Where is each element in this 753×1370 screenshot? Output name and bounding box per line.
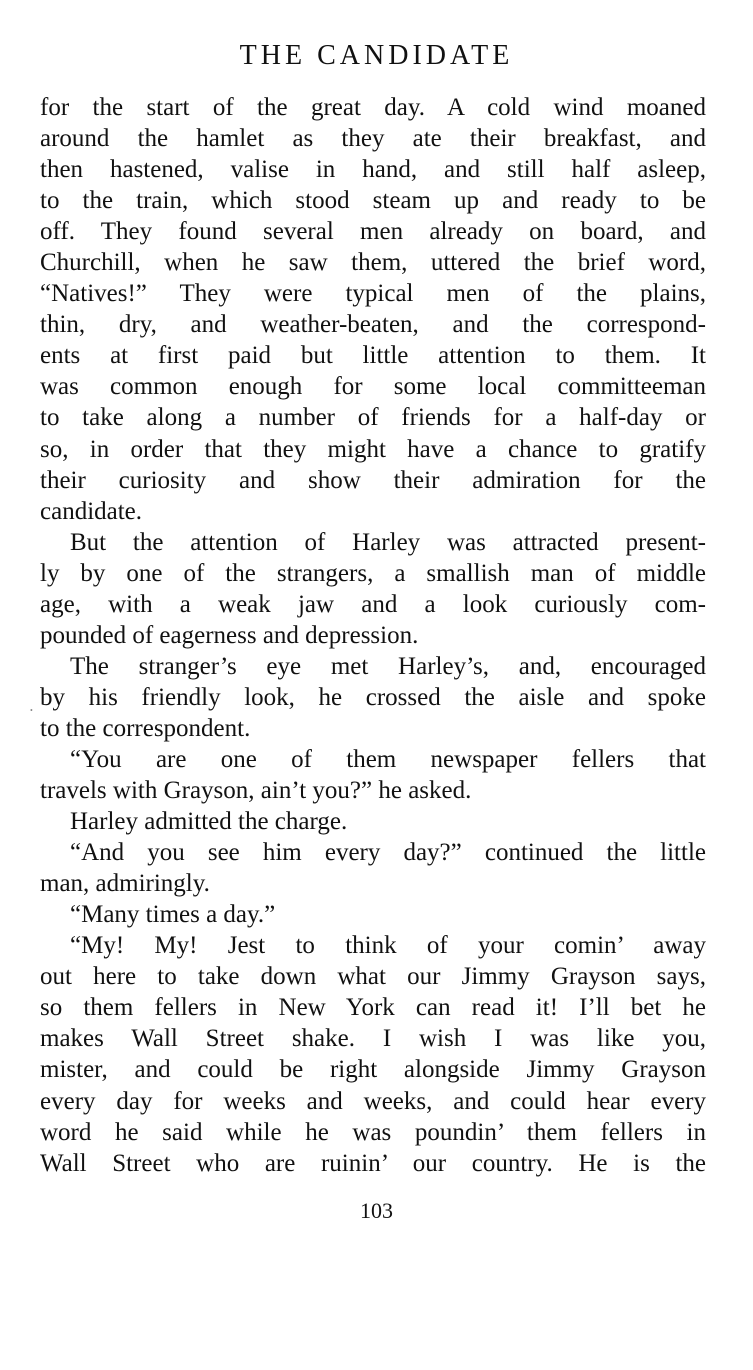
text-line: “Many times a day.” <box>70 901 276 929</box>
text-line: so them fellers in New York can read it! I’ll bet he <box>40 994 706 1022</box>
text-line: travels with Grayson, ain’t you?” he asked. <box>40 777 472 805</box>
stray-ink-mark: • <box>30 706 33 715</box>
text-line: Harley admitted the charge. <box>70 808 348 836</box>
text-line: “My! My! Jest to think of your comin’ away <box>70 932 706 960</box>
text-line: The stranger’s eye met Harley’s, and, encouraged <box>70 652 706 680</box>
text-line: around the hamlet as they ate their breakfast, and <box>40 125 706 153</box>
running-head: THE CANDIDATE <box>239 40 514 71</box>
text-line: for the start of the great day. A cold wind moaned <box>40 94 706 121</box>
text-line: Churchill, when he saw them, uttered the brief word, <box>40 249 706 277</box>
text-line: off. They found several men already on board, and <box>40 218 706 246</box>
text-line: to the train, which stood steam up and ready to be <box>40 187 706 215</box>
text-line: pounded of eagerness and depression. <box>40 621 419 649</box>
page-number: 103 <box>360 1198 393 1223</box>
text-line: their curiosity and show their admiration for the <box>40 466 706 494</box>
text-line: by his friendly look, he crossed the aisle and spoke <box>40 683 706 711</box>
text-line: “Natives!” They were typical men of the plains, <box>40 280 706 308</box>
text-line: was common enough for some local committeeman <box>40 373 706 401</box>
text-line: to take along a number of friends for a half-day or <box>40 404 706 432</box>
text-line: word he said while he was poundin’ them fellers in <box>40 1118 706 1146</box>
text-line: to the correspondent. <box>40 714 251 742</box>
text-line: age, with a weak jaw and a look curiously com- <box>40 590 706 618</box>
text-line: out here to take down what our Jimmy Grayson says, <box>40 963 706 991</box>
text-line: every day for weeks and weeks, and could hear every <box>40 1087 706 1115</box>
text-line: ly by one of the strangers, a smallish man of middle <box>40 559 706 587</box>
text-line: “And you see him every day?” continued the little <box>70 839 706 867</box>
text-line: so, in order that they might have a chance to gratify <box>40 435 706 463</box>
text-line: ents at first paid but little attention to them. It <box>40 342 706 370</box>
text-line: makes Wall Street shake. I wish I was like you, <box>40 1025 706 1053</box>
text-line: man, admiringly. <box>40 870 210 898</box>
text-line: thin, dry, and weather-beaten, and the correspond- <box>40 311 706 339</box>
text-line: mister, and could be right alongside Jimmy Grayson <box>40 1056 706 1084</box>
text-line: candidate. <box>40 497 143 525</box>
text-line: “You are one of them newspaper fellers that <box>70 745 706 773</box>
text-line: But the attention of Harley was attracted present- <box>70 528 706 556</box>
text-line: then hastened, valise in hand, and still half asleep, <box>40 156 706 184</box>
body-text <box>40 92 706 1179</box>
text-line: Wall Street who are ruinin’ our country. He is the <box>40 1149 706 1177</box>
